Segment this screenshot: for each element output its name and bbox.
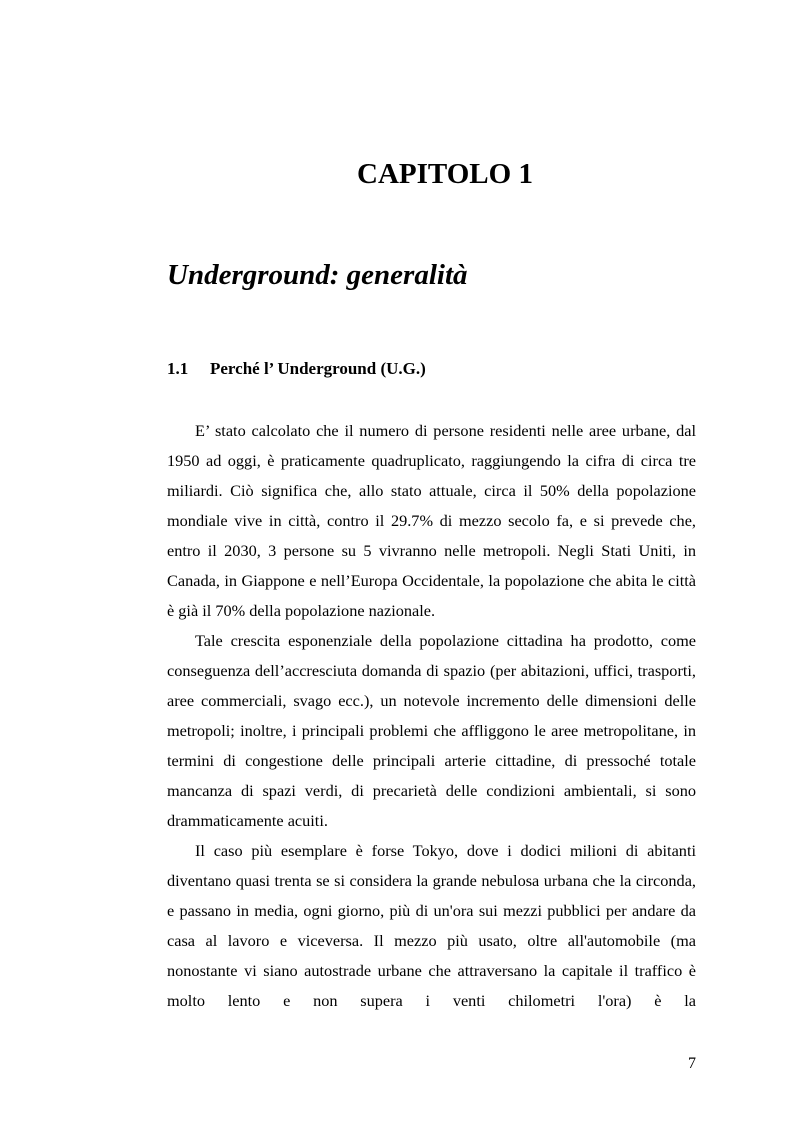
- page-number: 7: [688, 1055, 696, 1072]
- section-number: 1.1: [167, 359, 189, 378]
- chapter-title: CAPITOLO 1: [357, 158, 533, 190]
- chapter-subtitle: Underground: generalità: [167, 259, 468, 291]
- paragraph: Tale crescita esponenziale della popolazione cittadina ha prodotto, come conseguenza dell’accresciuta domanda di spazio (per abitazioni, uffici, trasporti, aree commerciali, svago ecc.), un notevole incremento delle dimensioni delle metropoli; inoltre, i principali problemi che affliggono le aree metropolitane, in termini di congestione delle principali arterie cittadine, di pressoché totale mancanza di spazi verdi, di precarietà delle condizioni ambientali, si sono drammaticamente acuiti.: [167, 631, 696, 830]
- section-title: Perché l’ Underground (U.G.): [210, 359, 426, 378]
- paragraph: E’ stato calcolato che il numero di persone residenti nelle aree urbane, dal 1950 ad oggi, è praticamente quadruplicato, raggiungendo la cifra di circa tre miliardi. Ciò significa che, allo stato attuale, circa il 50% della popolazione mondiale vive in città, contro il 29.7% di mezzo secolo fa, e si prevede che, entro il 2030, 3 persone su 5 vivranno nelle metropoli. Negli Stati Uniti, in Canada, in Giappone e nell’Europa Occidentale, la popolazione che abita le città è già il 70% della popolazione nazionale.: [167, 421, 696, 620]
- section-heading: [167, 358, 426, 380]
- body-text: [167, 416, 696, 1016]
- paragraph: Il caso più esemplare è forse Tokyo, dove i dodici milioni di abitanti diventano quasi trenta se si considera la grande nebulosa urbana che la circonda, e passano in media, ogni giorno, più di un'ora sui mezzi pubblici per andare da casa al lavoro e viceversa. Il mezzo più usato, oltre all'automobile (ma nonostante vi siano autostrade urbane che attraversano la capitale il traffico è molto lento e non supera i venti chilometri l'ora) è la: [167, 841, 696, 1010]
